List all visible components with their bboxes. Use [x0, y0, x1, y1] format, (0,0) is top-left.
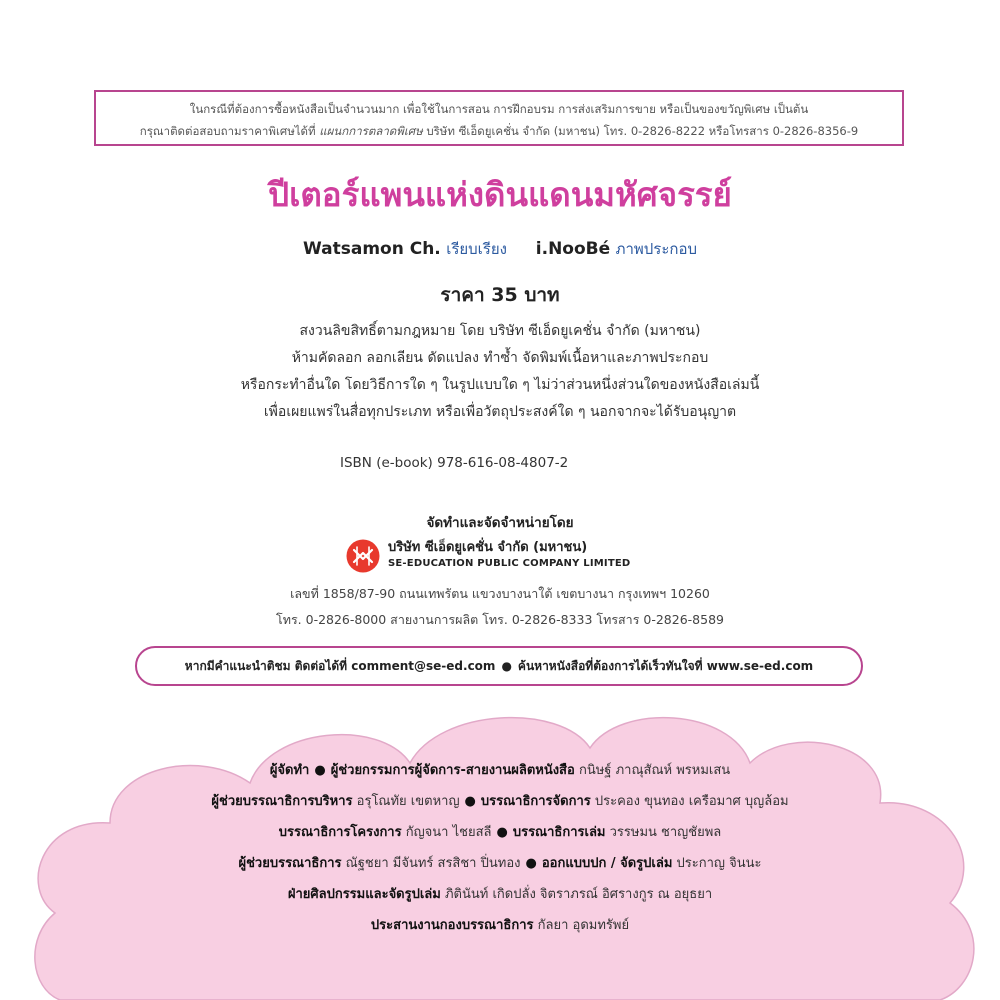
publisher-address — [0, 581, 1000, 633]
publisher-logo — [346, 538, 630, 574]
staff-label: ผู้จัดทำ — [269, 763, 310, 778]
staff-label: บรรณาธิการจัดการ — [480, 794, 591, 809]
publisher-name — [388, 540, 630, 572]
illustrator-role: ภาพประกอบ — [615, 240, 698, 258]
feedback-contact: หากมีคำแนะนำติชม ติดต่อได้ที่ comment@se-ed.com — [184, 658, 496, 673]
staff-value: กนิษฐ์ ภาณุสัณห์ พรหมเสน — [574, 763, 731, 778]
staff-label: ผู้ช่วยกรรมการผู้จัดการ-สายงานผลิตหนังสือ — [330, 763, 575, 778]
staff-label: ผู้ช่วยบรรณาธิการ — [238, 856, 342, 871]
copyright-line: เพื่อเผยแพร่ในสื่อทุกประเภท หรือเพื่อวัตถุประสงค์ใด ๆ นอกจากจะได้รับอนุญาต — [263, 404, 737, 420]
notice-prefix: กรุณาติดต่อสอบถามราคาพิเศษได้ที่ — [139, 124, 320, 138]
phone-line: โทร. 0-2826-8000 สายงานการผลิต โทร. 0-2826-8333 โทรสาร 0-2826-8589 — [276, 612, 724, 627]
bullet-separator: ● — [496, 825, 508, 840]
staff-value: ภิตินันท์ เกิดปลั่ง จิตราภรณ์ อิศรางกูร ณ อยุธยา — [440, 887, 713, 902]
staff-label: ฝ่ายศิลปกรรมและจัดรูปเล่ม — [287, 887, 441, 902]
staff-label: บรรณาธิการโครงการ — [278, 825, 402, 840]
staff-value: กัลยา อุดมทรัพย์ — [533, 918, 630, 933]
staff-label: ผู้ช่วยบรรณาธิการบริหาร — [211, 794, 353, 809]
copyright-line: สงวนลิขสิทธิ์ตามกฎหมาย โดย บริษัท ซีเอ็ดยูเคชั่น จำกัด (มหาชน) — [299, 323, 701, 339]
author-name: Watsamon Ch. — [302, 239, 441, 259]
publisher-name-english: SE-EDUCATION PUBLIC COMPANY LIMITED — [388, 558, 631, 569]
distribution-heading: จัดทำและจัดจำหน่ายโดย — [426, 515, 574, 531]
staff-value: อรุโณทัย เขตหาญ — [352, 794, 460, 809]
staff-list — [0, 755, 1000, 941]
staff-value: ณัฐชยา มีจันทร์ สรสิชา ปิ่นทอง — [341, 856, 521, 871]
price: ราคา 35 บาท — [440, 284, 560, 306]
bullet-separator: ● — [501, 659, 512, 673]
publisher-name-thai: บริษัท ซีเอ็ดยูเคชั่น จำกัด (มหาชน) — [388, 540, 588, 555]
staff-row — [0, 817, 1000, 848]
se-ed-logo-icon — [346, 539, 380, 573]
staff-row — [0, 755, 1000, 786]
staff-row — [0, 910, 1000, 941]
notice-suffix: บริษัท ซีเอ็ดยูเคชั่น จำกัด (มหาชน) โทร. 0-2826-8222 หรือโทรสาร 0-2826-8356-9 — [422, 124, 859, 138]
bullet-separator: ● — [525, 856, 537, 871]
author-role: เรียบเรียง — [446, 240, 507, 258]
staff-label: ประสานงานกองบรรณาธิการ — [370, 918, 534, 933]
staff-row — [0, 848, 1000, 879]
staff-label: บรรณาธิการเล่ม — [512, 825, 606, 840]
copyright-line: ห้ามคัดลอก ลอกเลียน ดัดแปลง ทำซ้ำ จัดพิมพ์เนื้อหาและภาพประกอบ — [291, 350, 709, 366]
bullet-separator: ● — [464, 794, 476, 809]
isbn: ISBN (e-book) 978-616-08-4807-2 — [340, 455, 569, 471]
credits — [0, 236, 1000, 262]
staff-row — [0, 786, 1000, 817]
book-title: ปีเตอร์แพนแห่งดินแดนมหัศจรรย์ — [268, 175, 732, 214]
notice-line-2 — [104, 120, 894, 142]
staff-value: กัญจนา ไชยสลี — [401, 825, 492, 840]
staff-row — [0, 879, 1000, 910]
address-line: เลขที่ 1858/87-90 ถนนเทพรัตน แขวงบางนาใต้ เขตบางนา กรุงเทพฯ 10260 — [290, 586, 710, 601]
bullet-separator: ● — [314, 763, 326, 778]
staff-value: วรรษมน ชาญชัยพล — [605, 825, 722, 840]
illustrator-name: i.NooBé — [535, 239, 611, 259]
copyright-statement — [0, 318, 1000, 426]
contact-banner — [135, 646, 863, 686]
copyright-line: หรือกระทำอื่นใด โดยวิธีการใด ๆ ในรูปแบบใด ๆ ไม่ว่าส่วนหนึ่งส่วนใดของหนังสือเล่มนี้ — [240, 377, 760, 393]
bulk-order-notice — [94, 90, 904, 146]
staff-value: ประคอง ขุนทอง เครือมาศ บุญล้อม — [590, 794, 789, 809]
notice-department: แผนกการตลาดพิเศษ — [319, 124, 423, 138]
website-contact: ค้นหาหนังสือที่ต้องการได้เร็วทันใจที่ www.se-ed.com — [517, 658, 814, 673]
notice-line-1: ในกรณีที่ต้องการซื้อหนังสือเป็นจำนวนมาก เพื่อใช้ในการสอน การฝึกอบรม การส่งเสริมการขาย หรือเป็นของขวัญพิเศษ เป็นต้น — [189, 102, 809, 116]
staff-label: ออกแบบปก / จัดรูปเล่ม — [541, 856, 673, 871]
staff-value: ประกาญ จินนะ — [672, 856, 762, 871]
